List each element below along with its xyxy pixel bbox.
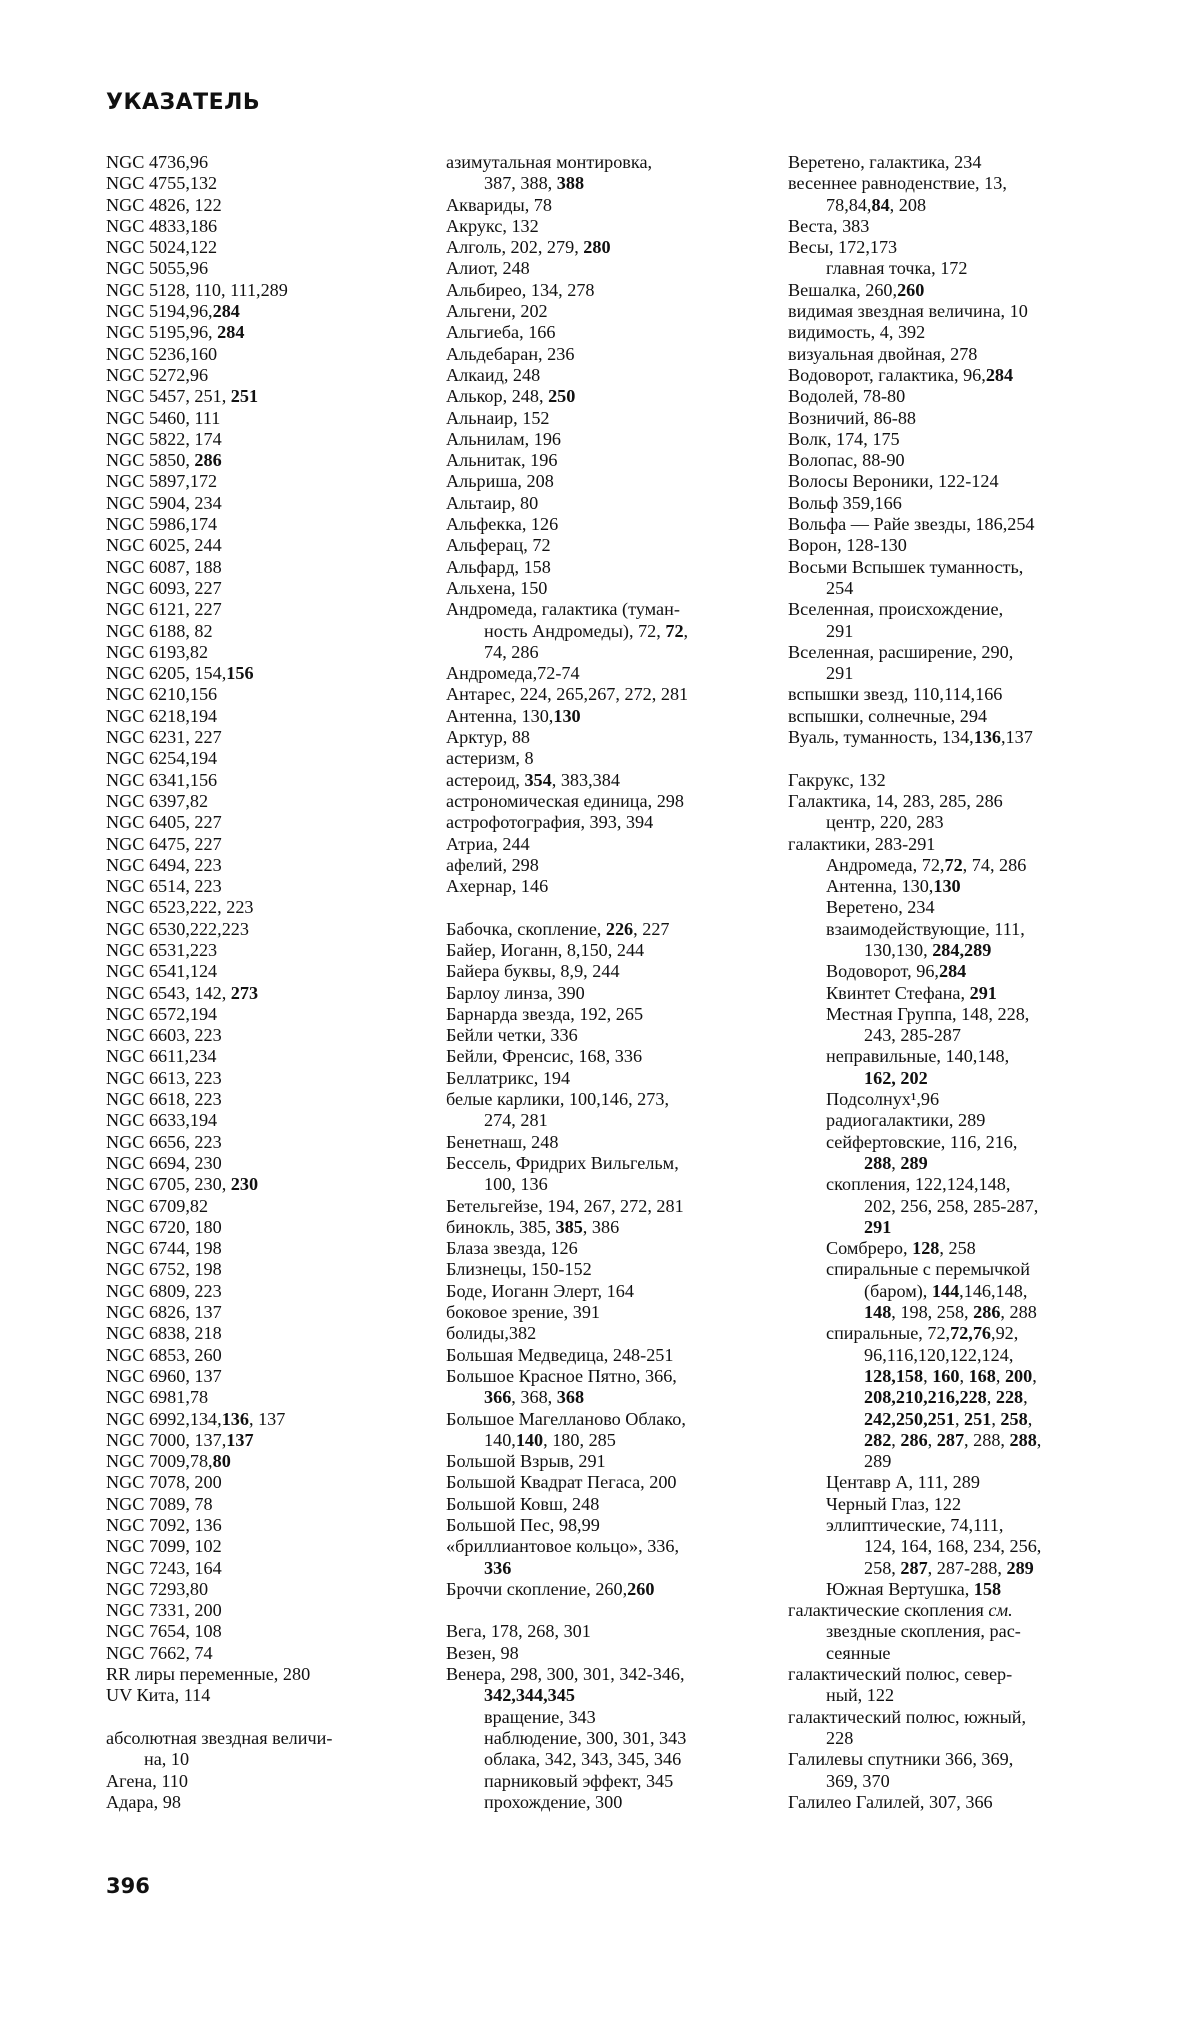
index-line: Местная Группа, 148, 228,: [826, 1003, 1030, 1024]
index-line: Вольф 359,166: [788, 492, 902, 513]
index-line: Антенна, 130,130: [826, 876, 961, 897]
index-line: NGC 4755,132: [106, 173, 218, 194]
index-line: Алькор, 248, 250: [446, 386, 576, 407]
index-line: Большой Взрыв, 291: [446, 1451, 606, 1472]
index-line: взаимодействующие, 111,: [826, 918, 1025, 939]
index-gap: [446, 897, 766, 918]
index-line: 387, 388, 388: [484, 173, 585, 194]
index-line: 291: [826, 620, 854, 641]
index-line: галактические скопления см.: [788, 1600, 1013, 1621]
index-line: NGC 6231, 227: [106, 727, 222, 748]
index-line: NGC 6705, 230, 230: [106, 1174, 259, 1195]
index-line: астрофотография, 393, 394: [446, 812, 654, 833]
index-line: 74, 286: [484, 641, 539, 662]
index-line: бинокль, 385, 385, 386: [446, 1216, 620, 1237]
index-line: Броччи скопление, 260,260: [446, 1578, 655, 1599]
index-line: Барлоу линза, 390: [446, 982, 585, 1003]
index-line: NGC 6541,124: [106, 961, 218, 982]
index-line: Альбирео, 134, 278: [446, 279, 595, 300]
index-line: 128,158, 160, 168, 200,: [864, 1365, 1037, 1386]
index-line: 140,140, 180, 285: [484, 1429, 616, 1450]
index-line: NGC 6709,82: [106, 1195, 209, 1216]
index-line: Адара, 98: [106, 1791, 181, 1812]
index-line: 282, 286, 287, 288, 288,: [864, 1429, 1042, 1450]
index-line: Барнарда звезда, 192, 265: [446, 1003, 644, 1024]
index-line: Блаза звезда, 126: [446, 1238, 578, 1259]
index-line: Альфард, 158: [446, 556, 551, 577]
index-line: Черный Глаз, 122: [826, 1493, 962, 1514]
index-line: визуальная двойная, 278: [788, 343, 978, 364]
index-line: 291: [864, 1216, 892, 1237]
index-line: 228: [826, 1727, 854, 1748]
index-line: NGC 6210,156: [106, 684, 218, 705]
index-line: Вольфа — Райе звезды, 186,254: [788, 514, 1035, 535]
index-line: Боде, Иоганн Элерт, 164: [446, 1280, 634, 1301]
index-line: NGC 6531,223: [106, 939, 218, 960]
index-line: (баром), 144,146,148,: [864, 1280, 1028, 1301]
index-line: Подсолнух¹,96: [826, 1089, 940, 1110]
index-line: Гакрукс, 132: [788, 769, 886, 790]
index-line: Вселенная, расширение, 290,: [788, 641, 1014, 662]
index-line: NGC 6205, 154,156: [106, 663, 254, 684]
index-line: азимутальная монтировка,: [446, 152, 653, 172]
index-line: NGC 6405, 227: [106, 812, 222, 833]
index-line: NGC 7099, 102: [106, 1536, 222, 1557]
index-line: NGC 6720, 180: [106, 1216, 222, 1237]
index-line: NGC 7654, 108: [106, 1621, 222, 1642]
index-line: наблюдение, 300, 301, 343: [484, 1727, 687, 1748]
index-line: Веста, 383: [788, 215, 870, 236]
index-line: Вега, 178, 268, 301: [446, 1621, 591, 1642]
index-line: 96,116,120,122,124,: [864, 1344, 1014, 1365]
index-line: NGC 6543, 142, 273: [106, 982, 259, 1003]
index-line: Центавр А, 111, 289: [826, 1472, 980, 1493]
index-line: Весы, 172,173: [788, 237, 898, 258]
index-line: NGC 6744, 198: [106, 1238, 222, 1259]
index-line: NGC 5460, 111: [106, 407, 221, 428]
index-line: Алголь, 202, 279, 280: [446, 237, 611, 258]
page-title: УКАЗАТЕЛЬ: [106, 90, 261, 115]
index-line: вспышки, солнечные, 294: [788, 705, 988, 726]
index-line: Вешалка, 260,260: [788, 279, 925, 300]
index-line: NGC 6254,194: [106, 748, 218, 769]
index-line: NGC 6523,222, 223: [106, 897, 254, 918]
index-line: эллиптические, 74,111,: [826, 1515, 1004, 1535]
index-line: Альгени, 202: [446, 301, 548, 322]
index-line: 258, 287, 287-288, 289: [864, 1557, 1034, 1578]
index-line: NGC 6752, 198: [106, 1259, 222, 1280]
index-line: Арктур, 88: [446, 727, 531, 748]
index-line: на, 10: [144, 1749, 190, 1770]
index-line: NGC 6611,234: [106, 1046, 217, 1067]
index-line: Большой Ковш, 248: [446, 1493, 600, 1514]
index-line: Алкаид, 248: [446, 364, 541, 385]
index-line: NGC 6341,156: [106, 769, 218, 790]
index-line: Бабочка, скопление, 226, 227: [446, 918, 670, 939]
index-line: видимая звездная величина, 10: [788, 301, 1028, 322]
index-line: 336: [484, 1557, 512, 1578]
index-line: NGC 5195,96, 284: [106, 322, 245, 343]
index-line: Венера, 298, 300, 301, 342-346,: [446, 1664, 685, 1685]
index-line: 130,130, 284,289: [864, 939, 992, 960]
index-line: NGC 6530,222,223: [106, 918, 249, 939]
index-line: астрономическая единица, 298: [446, 790, 684, 811]
index-line: Ворон, 128-130: [788, 535, 907, 556]
index-line: ность Андромеды), 72, 72,: [484, 620, 689, 641]
index-line: NGC 6514, 223: [106, 876, 222, 897]
index-line: NGC 7089, 78: [106, 1493, 213, 1514]
index-line: галактики, 283-291: [788, 833, 936, 854]
index-line: Бейли, Френсис, 168, 336: [446, 1046, 643, 1067]
index-line: «бриллиантовое кольцо», 336,: [446, 1536, 680, 1557]
index-line: парниковый эффект, 345: [484, 1770, 674, 1791]
index-line: Атриа, 244: [446, 833, 530, 854]
index-line: скопления, 122,124,148,: [826, 1174, 1011, 1195]
index-line: спиральные с перемычкой: [826, 1259, 1031, 1280]
index-line: 148, 198, 258, 286, 288: [864, 1302, 1037, 1323]
index-line: RR лиры переменные, 280: [106, 1664, 311, 1685]
index-line: Веретено, галактика, 234: [788, 152, 982, 172]
index-line: NGC 6025, 244: [106, 535, 222, 556]
index-line: NGC 6826, 137: [106, 1302, 222, 1323]
index-line: NGC 6618, 223: [106, 1089, 222, 1110]
index-line: Агена, 110: [106, 1770, 188, 1791]
index-line: Большая Медведица, 248-251: [446, 1344, 674, 1365]
index-line: NGC 4833,186: [106, 215, 218, 236]
index-line: Квинтет Стефана, 291: [826, 982, 997, 1003]
index-line: 274, 281: [484, 1110, 548, 1131]
index-line: Андромеда, галактика (туман-: [446, 599, 680, 620]
index-line: Беллатрикс, 194: [446, 1067, 571, 1088]
index-line: NGC 6613, 223: [106, 1067, 222, 1088]
index-line: NGC 5236,160: [106, 343, 218, 364]
index-line: NGC 7243, 164: [106, 1557, 222, 1578]
index-line: Волосы Вероники, 122-124: [788, 471, 999, 492]
index-line: NGC 6853, 260: [106, 1344, 222, 1365]
index-line: Сомбреро, 128, 258: [826, 1238, 976, 1259]
index-line: Восьми Вспышек туманность,: [788, 556, 1024, 577]
index-line: Возничий, 86-88: [788, 407, 917, 428]
index-line: Большое Магелланово Облако,: [446, 1408, 686, 1429]
index-line: Галилео Галилей, 307, 366: [788, 1791, 993, 1812]
index-line: NGC 5194,96,284: [106, 301, 240, 322]
index-line: Акрукс, 132: [446, 215, 539, 236]
index-line: звездные скопления, рас-: [826, 1621, 1021, 1642]
index-line: Альхена, 150: [446, 577, 548, 598]
index-line: NGC 6193,82: [106, 641, 209, 662]
index-line: NGC 7662, 74: [106, 1642, 213, 1663]
index-line: NGC 5986,174: [106, 514, 218, 535]
index-line: неправильные, 140,148,: [826, 1046, 1010, 1067]
index-line: главная точка, 172: [826, 258, 968, 279]
index-line: вращение, 343: [484, 1706, 596, 1727]
index-line: 291: [826, 663, 854, 684]
index-line: ный, 122: [826, 1685, 895, 1706]
index-line: NGC 6121, 227: [106, 599, 222, 620]
index-line: Вселенная, происхождение,: [788, 599, 1004, 620]
index-line: NGC 5024,122: [106, 237, 218, 258]
index-line: NGC 6960, 137: [106, 1365, 222, 1386]
index-line: Водолей, 78-80: [788, 386, 906, 407]
index-line: Альфекка, 126: [446, 514, 559, 535]
index-line: весеннее равноденствие, 13,: [788, 173, 1007, 194]
index-line: Везен, 98: [446, 1642, 519, 1663]
index-line: астероид, 354, 383,384: [446, 769, 620, 790]
index-line: NGC 6218,194: [106, 705, 218, 726]
index-line: NGC 6992,134,136, 137: [106, 1408, 286, 1429]
page-number: 396: [106, 1874, 150, 1898]
index-line: Большой Квадрат Пегаса, 200: [446, 1472, 677, 1493]
index-line: Бетельгейзе, 194, 267, 272, 281: [446, 1195, 684, 1216]
index-line: NGC 7000, 137,137: [106, 1429, 254, 1450]
index-line: Бессель, Фридрих Вильгельм,: [446, 1152, 679, 1173]
index-line: NGC 5897,172: [106, 471, 218, 492]
index-line: 243, 285-287: [864, 1025, 961, 1046]
index-line: вспышки звезд, 110,114,166: [788, 684, 1003, 705]
index-line: Водоворот, галактика, 96,284: [788, 364, 1014, 385]
index-line: галактический полюс, южный,: [788, 1706, 1027, 1727]
index-line: 366, 368, 368: [484, 1387, 585, 1408]
index-line: болиды,382: [446, 1323, 537, 1344]
index-line: 254: [826, 577, 854, 598]
index-line: NGC 6494, 223: [106, 854, 222, 875]
index-line: NGC 6087, 188: [106, 556, 222, 577]
index-line: NGC 7331, 200: [106, 1600, 222, 1621]
index-line: Бейли четки, 336: [446, 1025, 578, 1046]
index-line: центр, 220, 283: [826, 812, 944, 833]
index-line: астеризм, 8: [446, 748, 534, 769]
index-line: NGC 5457, 251, 251: [106, 386, 259, 407]
index-line: Большое Красное Пятно, 366,: [446, 1365, 677, 1386]
index-line: 208,210,216,228, 228,: [864, 1387, 1028, 1408]
index-line: Антарес, 224, 265,267, 272, 281: [446, 684, 689, 705]
index-line: сейфертовские, 116, 216,: [826, 1131, 1018, 1152]
index-line: белые карлики, 100,146, 273,: [446, 1089, 669, 1110]
index-line: Альнитак, 196: [446, 450, 558, 471]
index-line: Антенна, 130,130: [446, 705, 581, 726]
index-line: Альнаир, 152: [446, 407, 550, 428]
index-line: Галилевы спутники 366, 369,: [788, 1749, 1014, 1770]
index-gap: [788, 748, 1088, 769]
index-line: NGC 6838, 218: [106, 1323, 222, 1344]
index-line: Байера буквы, 8,9, 244: [446, 961, 620, 982]
index-line: 100, 136: [484, 1174, 548, 1195]
index-line: 289: [864, 1451, 892, 1472]
index-line: NGC 5904, 234: [106, 492, 222, 513]
index-line: NGC 5272,96: [106, 364, 209, 385]
index-line: Андромеда,72-74: [446, 663, 580, 684]
index-line: видимость, 4, 392: [788, 322, 926, 343]
index-line: NGC 6633,194: [106, 1110, 218, 1131]
index-line: прохождение, 300: [484, 1791, 623, 1812]
index-line: 124, 164, 168, 234, 256,: [864, 1536, 1042, 1557]
index-line: NGC 6603, 223: [106, 1025, 222, 1046]
index-line: UV Кита, 114: [106, 1685, 211, 1706]
index-line: сеянные: [826, 1642, 891, 1663]
index-line: NGC 7078, 200: [106, 1472, 222, 1493]
index-line: NGC 7293,80: [106, 1578, 209, 1599]
index-line: 288, 289: [864, 1152, 928, 1173]
index-line: Байер, Иоганн, 8,150, 244: [446, 939, 645, 960]
index-line: NGC 6981,78: [106, 1387, 209, 1408]
index-line: Альдебаран, 236: [446, 343, 575, 364]
index-line: 369, 370: [826, 1770, 890, 1791]
index-line: 202, 256, 258, 285-287,: [864, 1195, 1039, 1216]
index-line: Близнецы, 150-152: [446, 1259, 592, 1280]
index-column-2: [446, 152, 766, 1813]
index-line: NGC 4736,96: [106, 152, 209, 172]
index-line: Вуаль, туманность, 134,136,137: [788, 727, 1033, 748]
index-line: Большой Пес, 98,99: [446, 1515, 600, 1535]
index-line: NGC 5850, 286: [106, 450, 222, 471]
index-line: спиральные, 72,72,76,92,: [826, 1323, 1019, 1344]
index-line: Альферац, 72: [446, 535, 551, 556]
index-line: Веретено, 234: [826, 897, 935, 918]
index-line: радиогалактики, 289: [826, 1110, 986, 1131]
index-line: Альриша, 208: [446, 471, 554, 492]
index-line: Альгиеба, 166: [446, 322, 556, 343]
index-line: Южная Вертушка, 158: [826, 1578, 1002, 1599]
index-line: Волк, 174, 175: [788, 428, 900, 449]
index-column-1: [106, 152, 406, 1813]
index-line: Аквариды, 78: [446, 194, 552, 215]
index-gap: [106, 1707, 406, 1728]
index-line: NGC 7092, 136: [106, 1515, 222, 1535]
index-line: Водоворот, 96,284: [826, 961, 967, 982]
index-gap: [446, 1600, 766, 1621]
index-line: Алиот, 248: [446, 258, 530, 279]
index-line: NGC 6809, 223: [106, 1280, 222, 1301]
index-line: Ахернар, 146: [446, 876, 549, 897]
index-line: NGC 4826, 122: [106, 194, 222, 215]
index-line: NGC 6188, 82: [106, 620, 213, 641]
index-line: 162, 202: [864, 1067, 928, 1088]
index-line: 242,250,251, 251, 258,: [864, 1408, 1033, 1429]
index-line: 342,344,345: [484, 1685, 575, 1706]
index-line: Альтаир, 80: [446, 492, 539, 513]
index-line: NGC 5128, 110, 111,289: [106, 279, 288, 300]
index-line: NGC 5055,96: [106, 258, 209, 279]
index-line: Бенетнаш, 248: [446, 1131, 559, 1152]
index-line: абсолютная звездная величи-: [106, 1727, 333, 1748]
index-line: NGC 6572,194: [106, 1003, 218, 1024]
index-line: NGC 6093, 227: [106, 577, 222, 598]
index-line: NGC 6656, 223: [106, 1131, 222, 1152]
index-line: облака, 342, 343, 345, 346: [484, 1749, 682, 1770]
index-line: Андромеда, 72,72, 74, 286: [826, 854, 1027, 875]
index-line: NGC 6397,82: [106, 790, 209, 811]
index-line: Волопас, 88-90: [788, 450, 905, 471]
index-line: боковое зрение, 391: [446, 1302, 601, 1323]
index-line: NGC 7009,78,80: [106, 1451, 231, 1472]
index-line: Альнилам, 196: [446, 428, 562, 449]
index-line: афелий, 298: [446, 854, 539, 875]
index-column-3: [788, 152, 1088, 1813]
index-line: NGC 5822, 174: [106, 428, 222, 449]
index-line: 78,84,84, 208: [826, 194, 927, 215]
index-line: галактический полюс, север-: [788, 1664, 1013, 1685]
index-line: Галактика, 14, 283, 285, 286: [788, 790, 1003, 811]
index-line: NGC 6475, 227: [106, 833, 222, 854]
index-line: NGC 6694, 230: [106, 1152, 222, 1173]
